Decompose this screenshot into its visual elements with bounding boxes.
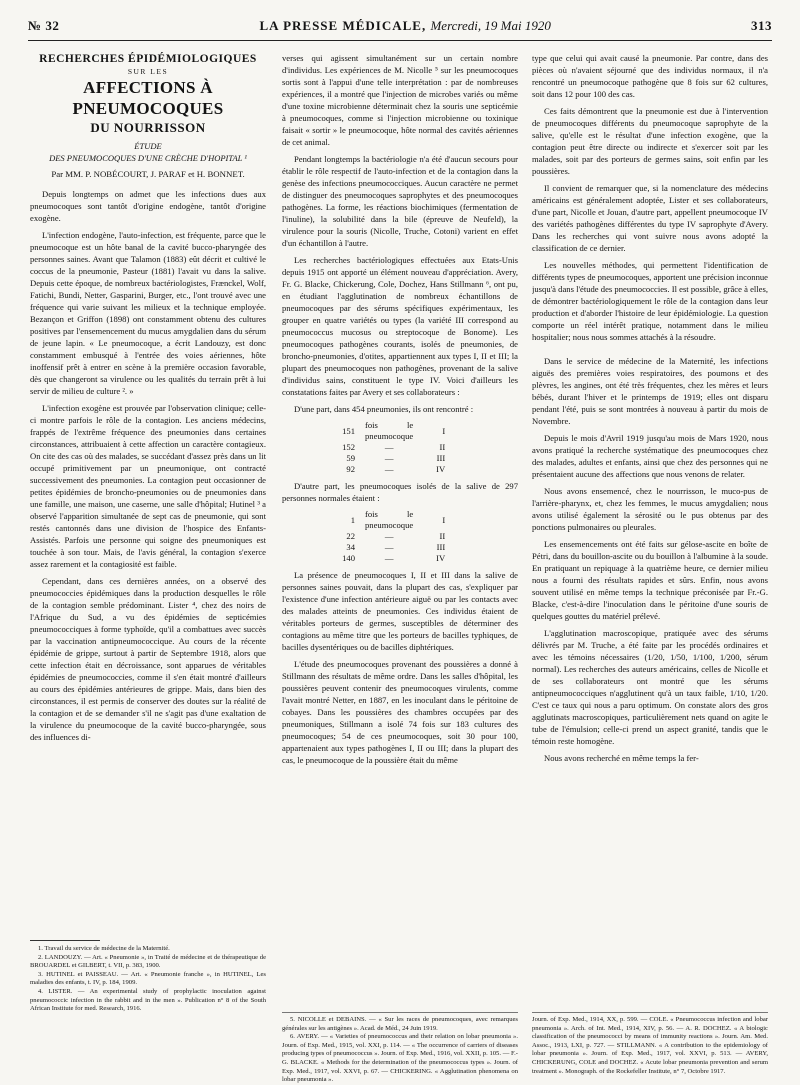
cell-label: fois le pneumocoque: [365, 420, 414, 441]
cell-type: III: [436, 453, 446, 463]
cell-type: II: [439, 531, 446, 541]
paragraph: Nous avons recherché en même temps la fer-: [544, 753, 699, 763]
paragraph: Nous avons ensemencé, chez le nourrisson, le muco-pus de l'arrière-pharynx, et, chez les femmes, le mucus amygdalien; nous avons utilisé également la sérosité ou le pus obtenus par des ponctions pulmonaires ou pleurales.: [532, 486, 768, 532]
paragraph: L'agglutination macroscopique, pratiquée avec des sérums délivrés par M. Truche, a été faite par les procédés ordinaires et avec les témoins nécessaires (1/20, 1/50, 1/100, 1/200, sérum normal). Les recherches des auteurs américains, celles de Nicolle et de ses collaborateurs ont montré que les sérums antipneumococciques n'agglutinent qu'à un taux faible, 1/10, 1/20. C'est ce taux qui nous a paru optimum. On constate alors des gros agglutinats macroscopiques, particulièrement nets quand on agite le tube de l'émulsion; celle-ci prend un aspect granité, tandis que le témoin reste homogène.: [532, 628, 768, 746]
cell-count: 152: [342, 442, 355, 452]
article-title-line2: DU NOURRISSON: [90, 120, 206, 135]
paragraph: La présence de pneumocoques I, II et III dans la salive de personnes saines pouvait, dans la plupart des cas, s'expliquer par l'existence d'une infection antérieure aiguë ou par les contacts avec des malades atteints de pneumonies. Ces individus étaient de véritables porteurs de germes, susceptibles de déterminer des contagions au même titre que les porteurs de bacilles typhiques, de bacilles dysentériques ou de bacilles diphtériques.: [282, 570, 518, 652]
table-row: [322, 420, 450, 442]
table-intro: D'autre part, les pneumocoques isolés de la salive de 297 personnes normales étaient :: [282, 481, 518, 503]
table-intro: D'une part, dans 454 pneumonies, ils ont rencontré :: [294, 404, 474, 414]
cell-count: 22: [346, 531, 355, 541]
cell-type: I: [442, 514, 446, 525]
pneumonia-type-table: [322, 420, 450, 475]
table-row: [322, 509, 450, 531]
issue-date: Mercredi, 19 Mai 1920: [430, 18, 551, 33]
article-subtitle: DES PNEUMOCOQUES D'UNE CRÈCHE D'HOPITAL ¹: [49, 153, 247, 163]
cell-type: IV: [436, 464, 446, 474]
footnote: 4. LISTER. — An experimental study of prophylactic inoculation against pneumococcic infection in the rabbit and in the men ». Publication n° 8 of the South African Institute for med. Research, 1916.: [30, 987, 266, 1013]
cell-count: 1: [350, 514, 355, 525]
footnote: 6. AVERY. — « Varieties of pneumococcus and their relation on lobar pneumonia ». Journ. of Exp. Med., 1915, vol. XXI, p. 114. — « The occurrence of carriers of diseases producing types of pneumococcus ». Journ. of Exp. Med., 1916, vol. XXII, p. 105. — F.-G. BLACKE. « Methods for the determination of the pneumococcus types ». Journ. of Exp. Med., 1917, vol. XXVI, p. 67. — CHICKERING. « Agglutination phenomena on lobar pneumonia ».: [282, 1033, 518, 1084]
column-middle: [282, 52, 518, 1007]
paragraph: L'infection exogène est prouvée par l'observation clinique; celle-ci montre parfois le rôle de la contagion. Les anciens médecins, frappés de l'extrême fréquence des pneumonies dans certaines circonstances, attribuaient à cette affection un caractère contagieux. On cite des cas où des malades, se succédant d'assez près dans un lit occupé primitivement par un pneumonique, ont contracté successivement des pneumonies. La contagion peut occasionner de petites épidémies de broncho-pneumonies ou de pneumonies dans une famille, une maison, une caserne, une salle d'hôpital; Hutinel ³ a observé l'apparition simultanée de sept cas de pneumonie, qui sont restés cantonnés dans une division de l'hospice des Enfants-Assistés. Parfois une personne qui soigne des pneumoniques est touchée à son tour. Mais, de l'avis général, la contagion s'exerce assez rarement et la contagiosité est faible.: [30, 403, 266, 569]
cell-type: II: [439, 442, 446, 452]
paragraph: Cependant, dans ces dernières années, on a observé des pneumococcies épidémiques dans la production desquelles le rôle de la contagion semble prédominant. Lister ⁴, chez des noirs de l'Afrique du Sud, a vu des épidémies de septicémies pneumococciques à forme typhoïde, qu'il a combattues avec succès par la vaccination antipneumococcique. Au cours de la récente épidémie de grippe, surtout à partir de Septembre 1918, alors que cette infection était en décroissance, sont apparues de véritables épidémies de pneumococcies, comme il s'en était montré d'ailleurs au cours des épidémies antérieures de grippe. Mais, dans bien des circonstances, il est permis de conserver des doutes sur la réalité de la contagion et de se demander s'il ne s'agit pas d'une exaltation de la virulence du pneumocoque de la cavité bucco-pharyngée, sous des influences di-: [30, 576, 266, 742]
journal-title: LA PRESSE MÉDICALE,: [259, 18, 427, 33]
paragraph: verses qui agissent simultanément sur un certain nombre d'individus. Les expériences de M. Nicolle ⁵ sur les pneumocoques sortis sont à l'appui d'une telle interprétation : par de nombreuses expériences, il a montré que l'injection de microbes variés ou même d'une toxine microbienne déterminait chez la souris une septicémie à pneumocoques, comme si l'injection microbienne ou toxinique faisait « sortir » le pneumocoque, hôte normal des cavités aériennes de cet animal.: [282, 53, 518, 147]
cell-count: 140: [342, 553, 355, 563]
cell-count: 151: [342, 425, 355, 436]
paragraph: L'infection endogène, l'auto-infection, est fréquente, parce que le pneumocoque est un hôte banal de la cavité bucco-pharyngée des personnes saines. Avant que Talamon (1883) eût décrit et cultivé le coccus de la pneumonie, Pasteur (1881) l'avait vu dans la salive. Depuis cette époque, de nombreux bactériologistes, Frænckel, Wolf, Fatichi, Bundi, Netter, Gasparini, Burger, etc., l'ont trouvé avec une fréquence qui varie suivant les milieux et la technique employée. Bezançon et Griffon (1898) ont constamment obtenu des cultures positives par l'ensemencement du mucus amygdalien dans du sérum de jeune lapin. « Le pneumocoque, a écrit Landouzy, est donc constamment embusqué à l'entrée des voies aériennes, hôte inoffensif prêt à entrer en scène à la première occasion favorable, dès que changeront sa virulence ou les qualités du terrain prêt à lui servir de milieu de culture ². »: [30, 230, 266, 396]
article-heading: [30, 52, 266, 180]
paragraph: Depuis longtemps on admet que les infections dues aux pneumocoques sont tantôt d'origine endogène, tantôt d'origine exogène.: [30, 189, 266, 223]
article-etude: ÉTUDE: [134, 141, 162, 151]
cell-label: —: [384, 442, 394, 452]
paragraph: Il convient de remarquer que, si la nomenclature des médecins américains est généralement adoptée, Lister et ses collaborateurs, d'une part, Nicolle et Jouan, d'autre part, appellent pneumocoque IV des variétés pathogènes différentes du type IV saprophyte d'Avery. Dans les recherches qui vont suivre nous avons adopté la classification de ce dernier.: [532, 183, 768, 253]
cell-type: I: [442, 425, 446, 436]
footnote-rule: [532, 1012, 768, 1013]
cell-label: —: [384, 453, 394, 463]
footnotes-right: [532, 1016, 768, 1076]
footnote: 2. LANDOUZY. — Art. « Pneumonie », in Traité de médecine et de thérapeutique de BROUARDEL et GILBERT, t. VII, p. 383, 1900.: [30, 953, 266, 970]
table-row: [322, 453, 450, 464]
footnotes-left: [30, 945, 266, 1014]
paragraph: Depuis le mois d'Avril 1919 jusqu'au mois de Mars 1920, nous avons pratiqué la recherche systématique des pneumocoques chez des malades, adultes et enfants, ainsi que chez des personnes qui ne présentaient aucune des affections que nous venons de relater.: [532, 433, 768, 479]
page-folio: 313: [750, 18, 772, 33]
paragraph: Les nouvelles méthodes, qui permettent l'identification de différents types de pneumocoques, apportent une précision inconnue jusqu'à dans l'étude des pneumococcies. Il est possible, grâce à elles, de démontrer bactériologiquement le rôle de la contagion dans leur production et d'aborder l'histoire de leur épidémiologie. La question comporte un réel intérêt pratique, notamment dans le milieu hospitalier; nous nous sommes attachés à la résoudre.: [532, 260, 768, 342]
cell-count: 59: [346, 453, 355, 463]
footnote-rule: [30, 940, 100, 941]
cell-label: fois le pneumocoque: [365, 509, 414, 530]
table-row: [322, 442, 450, 453]
journal-masthead: [259, 18, 550, 34]
cell-label: —: [384, 553, 394, 563]
article-authors: Par MM. P. NOBÉCOURT, J. PARAF et H. BONNET.: [51, 169, 245, 179]
column-right: [532, 52, 768, 1007]
footnote: Journ. of Exp. Med., 1914, XX, p. 599. — COLE. « Pneumococcus infection and lobar pneumonia ». Arch. of Int. Med., 1914, XIV, p. 56. — A. R. DOCHEZ. « A biologic classification of the pneumococci by means of immunity reactions ». Journ. Am. Med. Assoc., 1913, LXI, p. 727. — STILLMANN. « A contribution to the epidemiology of lobar pneumonia ». Journ. of Exp. Med., 1917, vol. XXVI, p. 513. — AVERY, CHICKERUNG, COLE and DOCHEZ. « Acute lobar pneumonia prevention and serum treatment ». Monograph. of the Rockefeller Institute, n° 7, Octobre 1917.: [532, 1016, 768, 1075]
footnote-rule: [282, 1012, 518, 1013]
issue-number: № 32: [28, 18, 60, 33]
cell-label: —: [384, 464, 394, 474]
footnote: 1. Travail du service de médecine de la Maternité.: [38, 945, 170, 952]
cell-label: —: [384, 542, 394, 552]
table-row: [322, 464, 450, 475]
saliva-type-table: [322, 509, 450, 564]
table-row: [322, 553, 450, 564]
column-left: [30, 52, 266, 934]
paragraph: L'étude des pneumocoques provenant des poussières a donné à Stillmann des résultats de même ordre. Dans les salles d'hôpital, les poussières peuvent contenir des pneumocoques virulents, comme l'avait montré Netter, en 1887, en les inoculant dans le péritoine de cobayes. Dans les poussières des chambres occupées par des pneumoniques, Stillmann a isolé 74 fois sur 183 cultures des pneumocoques; 54 de ces pneumocoques, soit 30 pour 100, appartenaient aux types pathogènes I, II ou III; dans la plupart des cas, le pneumocoque de la poussière était du même: [282, 659, 518, 765]
cell-type: III: [436, 542, 446, 552]
paragraph: Pendant longtemps la bactériologie n'a été d'aucun secours pour établir le rôle respectif de l'auto-infection et de la contagion dans la genèse des infections pneumococciques. Aucun caractère ne permet de distinguer des pneumocoques saprophytes et des pneumocoques pathogènes. La forme, les réactions biochimiques (fermentation de l'inuline), la solubilité dans la bile (épreuve de Neufeld), la virulence pour la souris (Nicolle, Truche, Cotoni) varient en effet d'un échantillon à l'autre.: [282, 154, 518, 248]
footnote: 5. NICOLLE et DEBAINS. — « Sur les races de pneumocoques, avec remarques générales sur les antigènes ». Acad. de Méd., 24 Juin 1919.: [282, 1016, 518, 1032]
paragraph: Les ensemencements ont été faits sur gélose-ascite en boîte de Pétri, dans du bouillon-ascite ou du bouillon à l'albumine à la soude. En pratiquant un repiquage à la quatrième heure, ce dernier milieu nous a fourni des résultats rapides et sûrs. Enfin, nous avons souvent utilisé en même temps la technique préconisée par Fr.-G. Blacke, c'est-à-dire l'inoculation dans le péritoine d'une souris de quelques gouttes du matériel prélevé.: [532, 539, 768, 621]
cell-type: IV: [436, 553, 446, 563]
paragraph: Dans le service de médecine de la Maternité, les infections aiguës des premières voies respiratoires, des poumons et des plèvres, les angines, ont été très fréquentes, chez les mères et leurs bébés, durant l'hiver et le printemps de 1919; elles ont disparu pendant l'été, puis se sont montrées à nouveau à partir du mois de Novembre.: [532, 356, 768, 426]
paragraph: Ces faits démontrent que la pneumonie est due à l'intervention de pneumocoques différents du pneumocoque saprophyte de la salive, qu'elle est le résultat d'une infection exogène, que la contagion peut être directe ou indirecte et s'exercer soit par les malades, soit par des porteurs de germes sains, soit enfin par les poussières.: [532, 106, 768, 176]
footnotes-middle: [282, 1016, 518, 1085]
article-sur-les: SUR LES: [127, 67, 169, 76]
cell-count: 34: [346, 542, 355, 552]
cell-label: —: [384, 531, 394, 541]
paragraph: Les recherches bactériologiques effectuées aux Etats-Unis depuis 1915 ont apporté un élément nouveau d'appréciation. Avery, Fr. G. Blacke, Chickerung, Cole, Dochez, Hans Stillmann ⁶, ont pu, en étudiant l'agglutination de nombreux échantillons de pneumocoques par des sérums spécifiques expérimentaux, les grouper en quatre variétés ou types (la variété III correspond au pneumococcus mucosus ou streptocoque de Bonome). Les pneumocoques pathogènes courants, isolés de pneumonies, de broncho-pneumonies, d'otites, appartiennent aux types I, II et III; la plupart des pneumocoques non pathogènes, provenant de la salive d'individus sains, constituent le type IV. Voici d'ailleurs les constatations faites par Avery et ses collaborateurs :: [282, 255, 518, 397]
table-row: [322, 531, 450, 542]
table-row: [322, 542, 450, 553]
footnote: 3. HUTINEL et PAISSEAU. — Art. « Pneumonie franche », in HUTINEL, Les maladies des enfants, t. IV, p. 184, 1909.: [30, 970, 266, 987]
article-kicker: RECHERCHES ÉPIDÉMIOLOGIQUES: [39, 53, 257, 65]
article-title: AFFECTIONS À PNEUMOCOQUES: [72, 78, 224, 118]
cell-count: 92: [346, 464, 355, 474]
paragraph: type que celui qui avait causé la pneumonie. Par contre, dans des pièces où n'avaient séjourné que des individus normaux, il n'a rencontré un pneumocoque pathogène que 8 fois sur 62 cultures, soit dans 12 pour 100 des cas.: [532, 53, 768, 99]
page-header: [28, 18, 772, 41]
